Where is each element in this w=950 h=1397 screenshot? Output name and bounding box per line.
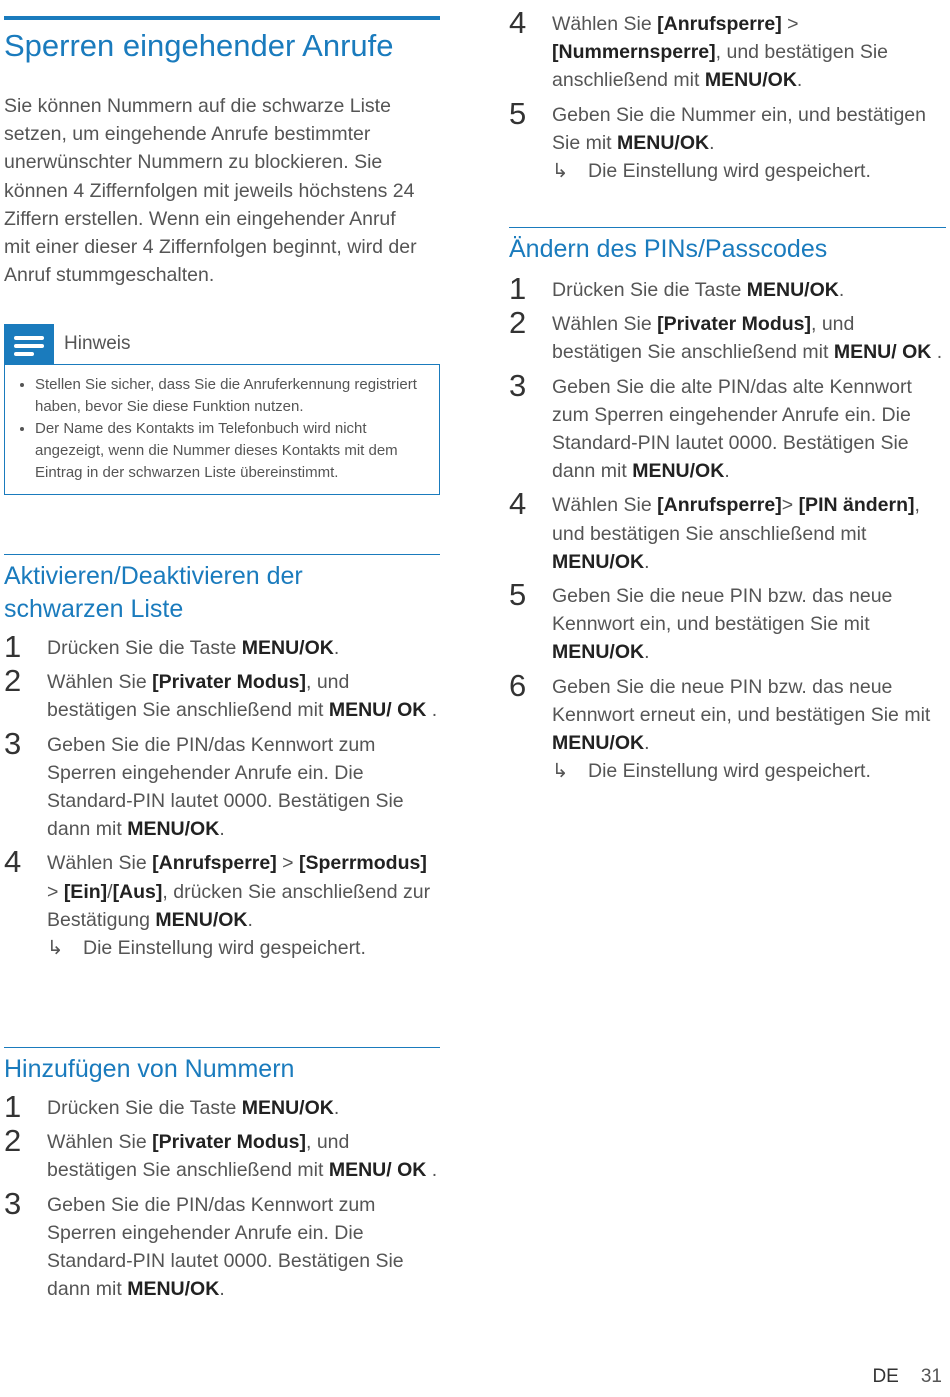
step-number: 5 [509,95,527,131]
page-title: Sperren eingehender Anrufe [4,28,394,63]
menu-label: [Anrufsperre] [657,13,782,35]
menu-label: [Anrufsperre] [657,494,782,517]
key-label: MENU/ OK [833,341,932,364]
step-number: 2 [4,663,22,699]
section-activate [4,554,440,968]
section-add-numbers [4,1047,440,1309]
key-label: MENU/OK [552,732,645,755]
menu-label: [Privater Modus] [657,313,811,336]
section-title: Aktivieren/Deaktivieren der schwarzen Liste [4,562,303,623]
page-number: 31 [920,1366,942,1387]
key-label: MENU/ OK [328,1159,427,1182]
key-label: MENU/OK [632,460,725,483]
intro-paragraph: Sie können Nummern auf die schwarze Liste setzen, um eingehende Anrufe bestimmter unerwünschter Nummern zu blockieren. Sie können 4 Ziffernfolgen mit jeweils höchstens 24 Ziffern erstellen. Wenn ein eingehender Anruf mit einer dieser 4 Ziffernfolgen beginnt, wird der Anruf stummgeschalten. [4,95,417,287]
step-number: 4 [509,5,527,40]
step-result: ↳ Die Einstellung wird gespeichert. [552,757,946,785]
note-box [4,364,440,495]
menu-label: [Privater Modus] [152,671,306,694]
section-title: Hinzufügen von Nummern [4,1055,295,1083]
note-item: • Der Name des Kontakts im Telefonbuch wird nicht angezeigt, wenn die Nummer dieses Kontakts mit dem Eintrag in der schwarzen Liste übereinstimmt. [35,418,429,484]
step-item: 3 Geben Sie die PIN/das Kennwort zum Sperren eingehender Anrufe ein. Die Standard-PIN lautet 0000. Bestätigen Sie dann mit MENU/OK. [4,725,404,841]
title-rule [4,16,440,20]
step-item: 4 Wählen Sie [Anrufsperre] > [Nummernsperre], und bestätigen Sie anschließend mit MENU/OK. [509,5,889,92]
step-number: 4 [4,844,22,880]
step-number: 6 [509,667,527,703]
note-list [15,374,429,484]
key-label: MENU/OK [746,279,839,301]
note-item: • Stellen Sie sicher, dass Sie die Anruferkennung registriert haben, bevor Sie diese Funktion nutzen. [35,374,429,418]
step-item: 3 Geben Sie die alte PIN/das alte Kennwort zum Sperren eingehender Anrufe ein. Die Standard-PIN lautet 0000. Bestätigen Sie dann mit MENU/OK. [509,367,912,483]
step-number: 3 [4,725,22,761]
step-result: ↳ Die Einstellung wird gespeichert. [47,934,440,962]
note-header [4,324,440,364]
section-title: Ändern des PINs/Passcodes [509,235,828,263]
step-list [4,1089,440,1303]
step-list-continued [509,5,946,191]
step-number: 1 [509,271,527,306]
note-icon [4,324,54,364]
step-item: 3 Geben Sie die PIN/das Kennwort zum Sperren eingehender Anrufe ein. Die Standard-PIN lautet 0000. Bestätigen Sie dann mit MENU/OK. [4,1185,404,1301]
menu-label: [Sperrmodus] [298,852,427,875]
step-number: 3 [4,1185,22,1221]
key-label: MENU/OK [552,550,645,573]
step-item: 4 Wählen Sie [Anrufsperre] > [Sperrmodus] > [Ein]/[Aus], drücken Sie anschließend zur Bestätigung MENU/OK. ↳ Die Einstellung wird gespeichert. [4,849,440,962]
step-number: 1 [4,629,22,664]
step-result: ↳ Die Einstellung wird gespeichert. [552,157,946,185]
step-item: 4 Wählen Sie [Anrufsperre]> [PIN ändern], und bestätigen Sie anschließend mit MENU/OK. [509,486,920,573]
note-block [4,324,440,495]
note-title: Hinweis [64,333,131,354]
key-label: MENU/OK [241,1097,334,1119]
step-number: 1 [4,1089,22,1124]
key-label: MENU/OK [241,637,334,659]
step-list [4,629,440,962]
step-item: 1 Drücken Sie die Taste MENU/OK. [4,1089,340,1124]
step-number: 3 [509,367,527,403]
step-list [509,271,946,785]
step-number: 5 [509,577,527,613]
step-item: 5 Geben Sie die Nummer ein, und bestätigen Sie mit MENU/OK. ↳ Die Einstellung wird gespeichert. [509,101,946,186]
step-item: 6 Geben Sie die neue PIN bzw. das neue Kennwort erneut ein, und bestätigen Sie mit MENU/OK. ↳ Die Einstellung wird gespeichert. [509,673,946,786]
key-label: MENU/OK [127,1278,220,1301]
menu-label: [Nummernsperre] [552,41,716,64]
result-arrow-icon: ↳ [47,937,64,960]
result-arrow-icon: ↳ [552,160,569,183]
step-item: 2 Wählen Sie [Privater Modus], und bestätigen Sie anschließend mit MENU/ OK . [509,305,943,364]
step-number: 2 [509,305,527,341]
section-change-pin [509,227,946,791]
step-number: 4 [509,486,527,522]
page-footer [872,1366,942,1388]
key-label: MENU/OK [704,69,797,92]
section-rule [4,554,440,555]
menu-label: [Privater Modus] [152,1131,306,1154]
step-number: 2 [4,1123,22,1159]
key-label: MENU/OK [617,131,710,154]
step-item: 2 Wählen Sie [Privater Modus], und bestätigen Sie anschließend mit MENU/ OK . [4,1123,438,1182]
step-item: 5 Geben Sie die neue PIN bzw. das neue Kennwort ein, und bestätigen Sie mit MENU/OK. [509,577,893,664]
step-item: 1 Drücken Sie die Taste MENU/OK. [4,629,340,664]
menu-label: [Ein] [63,880,108,903]
section-rule [4,1047,440,1048]
section-rule [509,227,946,228]
step-item: 2 Wählen Sie [Privater Modus], und bestätigen Sie anschließend mit MENU/ OK . [4,663,438,722]
key-label: MENU/OK [127,818,220,841]
key-label: MENU/OK [155,908,248,931]
result-arrow-icon: ↳ [552,760,569,783]
key-label: MENU/OK [552,641,645,664]
language-code: DE [872,1366,899,1387]
step-item: 1 Drücken Sie die Taste MENU/OK. [509,271,845,306]
key-label: MENU/ OK [328,699,427,722]
menu-label: [Aus] [112,880,163,903]
menu-label: [PIN ändern] [798,494,915,517]
menu-label: [Anrufsperre] [152,852,277,875]
